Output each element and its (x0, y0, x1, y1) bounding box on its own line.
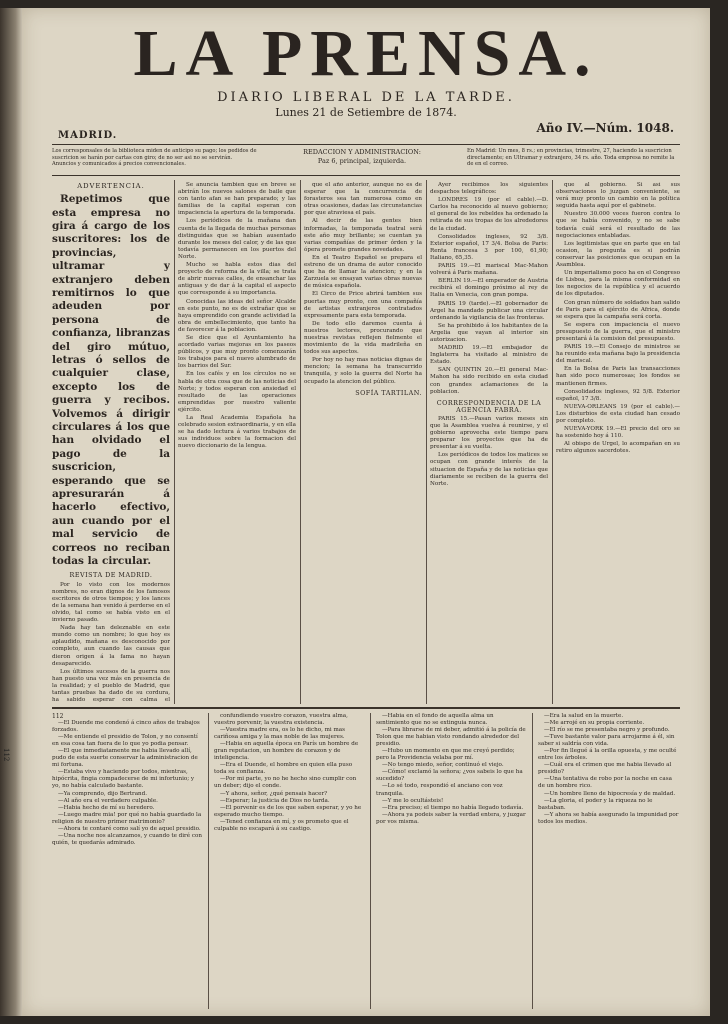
feuilleton-line: —Me entiende el presidio de Tolon, y no consentí en esa cosa tan fuera de lo que yo podia pensar. (52, 734, 198, 748)
column-divider (552, 180, 553, 704)
feuilleton-divider (370, 713, 371, 1009)
book-binding (0, 8, 22, 1016)
article-paragraph: que al gobierno. Si así sus observaciones lo juzgan conveniente, se verá muy pronto un cambio en la política seguida hasta aquí por el gabinete. (556, 182, 680, 210)
article-paragraph: Los últimos sucesos de la guerra nos han puesto una vez más en presencia de la realidad; y el pueblo de Madrid, que tantas pruebas ha dado de su cordura, ha sabido esperar con calma el (52, 668, 170, 702)
newspaper-title: LA PRENSA. (133, 17, 599, 90)
telegram-item: PARIS 19.—El mariscal Mac-Mahon volverá á Paris mañana. (430, 263, 548, 277)
issue-number: Año IV.—Núm. 1048. (536, 121, 674, 135)
feuilleton-line: —Era la salud en la muerte. (544, 713, 624, 719)
top-rule (52, 144, 680, 145)
column-5 (556, 182, 680, 702)
column-divider (300, 180, 301, 704)
article-paragraph: Los legitimistas que en parte que en tal ocasion, la pregunta es si podrán conservar las posiciones que ocupan en la Asamblea. (556, 240, 680, 269)
notice-center (267, 148, 457, 174)
notice-left: Los corresponsales de la biblioteca miden de anticipo su pago; los pedidos de suscricion se harán por cartas con giro; de no ser asi no se servirán. Anuncios y comunicados á precios convencionales. (52, 148, 257, 167)
article-paragraph: Los periódicos de todos los matices se ocupan con grande interés de la situacion de España y de las noticias que diariamente se reciben de la guerra del Norte. (430, 452, 548, 487)
feuilleton-column-1 (52, 713, 202, 1009)
feuilleton-line: —Era preciso; el tiempo no había llegado todavía. (382, 804, 524, 811)
feuilleton-column-3 (376, 713, 526, 1009)
article-paragraph: Conocidas las ideas del señor Alcalde en este punto, no es de extrañar que se haya emprendido con grande actividad la obra de embellecimiento, que tanto ha de favorecer á la poblacion. (178, 298, 296, 333)
telegram-item: PARIS 19 (tarde).—El gobernador de Argel ha mandado publicar una circular ordenando la vigilancia de las fronteras. (430, 300, 548, 321)
article-paragraph: NUEVA-YORK 19.—El precio del oro se ha sostenido hoy á 110. (556, 426, 680, 440)
masthead (22, 18, 710, 119)
feuilleton-line: —Cuál era el crimen que me habia llevado al presidio? (538, 762, 672, 776)
article-paragraph: Nuestro 30.000 voces fueron contra lo que se había convenido, y no se sabe todavía cuál será el resultado de las negociaciones entabladas. (556, 211, 680, 239)
column-4 (430, 182, 548, 702)
feuilleton-line: —Ahora te contaré como salí yo de aquel presidio. (58, 825, 201, 832)
feuilleton-column-2 (214, 713, 364, 1009)
feuilleton-line: —Habia hecho de mí su heredero. (58, 804, 155, 811)
telegram-item: SAN QUINTIN 20.—El general Mac-Mahon ha sido recibido en esta ciudad con grandes aclamaciones de la poblacion. (430, 367, 548, 395)
feuilleton-line: —Y ahora, señor, ¿qué pensais hacer? (220, 790, 328, 797)
feuilleton-line: —Tuve bastante valor para arrojarme á él, sin saber si saldría con vida. (538, 734, 675, 748)
feuilleton-line: —Y ahora se había asegurado la impunidad por todos los medios. (538, 811, 679, 825)
advertencia-heading: ADVERTENCIA. (77, 182, 145, 190)
notices-bar (52, 148, 680, 174)
column-3 (304, 182, 422, 702)
feuilleton-line: —Ya comprendo, dijo Bertrand. (58, 790, 148, 797)
article-paragraph: Por lo visto con los modernos nombres, no eran dignos de los famosos escritores de otros tiempos; y los lances de la semana han venido á perderse en el olvido, tal como se había visto en el invierno pasado. (52, 581, 170, 624)
article-paragraph: Mucho se habla estos dias del proyecto de reforma de la villa; se trata de abrir nuevas calles, de ensanchar las antiguas y de dar á la capital el aspecto que corresponde á su importancia. (178, 262, 296, 297)
telegram-item: MADRID 19.—El embajador de Inglaterra ha visitado al ministro de Estado. (430, 345, 548, 366)
binding-mark: 112 (2, 748, 10, 762)
column-2 (178, 182, 296, 702)
feuilleton-line: —Por fin llegué á la orilla opuesta, y me oculté entre los árboles. (538, 748, 677, 762)
feuilleton-line: —El río se me presentaba negro y profundo. (544, 727, 670, 734)
notice-right: En Madrid: Un mes, 8 rs.; en provincias, trimestre, 27, haciendo la suscricion directamente; en Ultramar y extranjero, 34 rs. año. Toda empresa no remite la de en el correo. (467, 148, 675, 167)
article-paragraph: PARIS 15.—Pasan varios meses sin que la Asamblea vuelva á reunirse, y el gobierno aprovecha este tiempo para preparar los proyectos que ha de presentar á su vuelta. (430, 415, 548, 451)
feuilleton-line: —Para librarse de mi deber, admitió á la policía de Tolon que me habian visto rondando alrededor del presidio. (376, 727, 526, 748)
feuilleton-line: —Habia en aquella época en París un hombre de gran reputacion, un hombre de corazon y de inteligencia. (214, 741, 359, 762)
feuilleton-line: —Ahora ya podeis saber la verdad entera, y juzgar por vos misma. (376, 811, 526, 825)
article-paragraph: La Real Academia Española ha celebrado sesion extraordinaria, y en ella se ha dado lectura á varios trabajos de sus individuos sobre la formacion del nuevo diccionario de la lengua. (178, 415, 296, 450)
feuilleton-line: —Esperar; la justicia de Dios no tarda. (220, 797, 330, 804)
article-paragraph: El Circo de Price abrirá tambien sus puertas muy pronto, con una compañía de artistas extranjeros contratados expresamente para esta temporada. (304, 291, 422, 319)
feuilleton-line: —El porvenir es de los que saben esperar, y yo he esperado mucho tiempo. (214, 804, 362, 818)
column-1 (52, 182, 170, 702)
newspaper-page (22, 8, 710, 1016)
telegram-item: Se ha prohibido á los habitantes de la Argelia que vayan al interior sin autorizacion. (430, 322, 548, 343)
article-paragraph: En el Teatro Español se prepara el estreno de un drama de autor conocido que ha de llamar la atencion; y en la Zarzuela se ensayan varias obras nuevas de música española. (304, 254, 422, 290)
telegram-item: BERLIN 19.—El emperador de Austria recibirá el domingo próximo al rey de Italia en Venecia, con gran pompa. (430, 278, 548, 299)
article-paragraph: que el año anterior, aunque no es de esperar que la concurrencia de forasteros sea tan numerosa como en otras ocasiones, dadas las circunstancias por que atraviesa el país. (304, 182, 422, 217)
feuilleton-line: —El Duende me condenó á cinco años de trabajos forzados. (52, 720, 200, 734)
article-paragraph: De todo ello daremos cuenta á nuestros lectores, procurando que nuestras revistas reflejen fielmente el movimiento de la vida madrileña en todos sus aspectos. (304, 320, 422, 356)
article-paragraph: Con gran número de soldados han salido de Paris para el ejército de Africa, donde se espera que la campaña será corta. (556, 299, 680, 320)
article-paragraph: En la Bolsa de Paris las transacciones han sido poco numerosas; los fondos se mantienen firmes. (556, 366, 680, 387)
feuilleton-divider (208, 713, 209, 1009)
feuilleton-line: —Al año era el verdadero culpable. (58, 797, 158, 804)
article-signature: SOFÍA TARTILAN. (355, 388, 422, 397)
revista-heading: REVISTA DE MADRID. (69, 571, 153, 580)
column-divider (426, 180, 427, 704)
article-paragraph: Se anuncia tambien que en breve se abrirán los nuevos salones de baile que con tanto afan se han preparado; y las familias de la capital esperan con impaciencia la apertura de la temporada. (178, 182, 296, 217)
advertencia-text: Repetimos que esta empresa no gira á cargo de los suscritores: los de provincias, ultramar y extranjero deben remitirnos lo que adeuden por persona de confianza, libranzas del giro mútuo, letras ó sellos de cualquier clase, excepto los de guerra y recibos. Volvemos á dirigir circulares á los que han olvidado el pago de la suscricion, esperando que se apresurarán á hacerlo efectivo, aun cuando por el mal servicio de correos no reciban todas la circular. (52, 193, 170, 568)
feuilleton-line: —Lo sé todo, respondió el anciano con voz tranquila. (376, 783, 503, 797)
feuilleton-line: —Una tentativa de robo por la noche en casa de un hombre rico. (538, 776, 672, 790)
feuilleton-column-4 (538, 713, 680, 1009)
article-paragraph: NUEVA-ORLEANS 19 (por el cable).—Los disturbios de esta ciudad han cesado por completo. (556, 403, 680, 424)
feuilleton-line: —Un hombre lleno de hipocresía y de maldad. (544, 790, 676, 797)
notices-bottom-rule (52, 175, 680, 176)
article-paragraph: Por hoy no hay mas noticias dignas de mencion; la semana ha transcurrido tranquila, y solo la guerra del Norte ha ocupado la atencion del público. (304, 357, 422, 385)
editorial-office-address: Paz 6, principal, izquierda. (317, 157, 407, 165)
column-divider (174, 180, 175, 704)
newspaper-subtitle: DIARIO LIBERAL DE LA TARDE. (217, 90, 515, 105)
article-paragraph: Los periódicos de la mañana dan cuenta de la llegada de muchas personas distinguidas que se habían ausentado durante los meses del calor, y de las que todavía permanecen en los puertos del Norte. (178, 218, 296, 260)
feuilleton-line: —El que inmediatamente me habia llevado allí, pudo de esta suerte conservar la administracion de mi fortuna. (52, 748, 198, 769)
feuilleton-line: —Por mi parte, yo no he hecho sino cumplir con un deber; dijo el conde. (214, 776, 357, 790)
article-paragraph: Al obispo de Urgel, lo acompañan en su retiro algunos sacerdotes. (556, 441, 680, 455)
article-paragraph: Consolidados ingleses, 92 5/8. Exterior español, 17 3/8. (556, 388, 680, 402)
feuilleton-line: —Hubo un momento en que me creyó perdido; pero la Providencia velaba por mí. (376, 748, 515, 762)
feuilleton-rule (52, 707, 680, 709)
feuilleton-line: —Cómo! exclamó la señora; ¿vos sabeis lo que ha sucedido? (376, 769, 523, 783)
feuilleton-line: —Tened confianza en mí, y os prometo que el culpable no escapará á su castigo. (214, 818, 349, 832)
article-paragraph: Se dice que el Ayuntamiento ha acordado varias mejoras en los paseos públicos, y que muy pronto comenzarán los trabajos para el nuevo alumbrado de los barrios del Sur. (178, 334, 296, 370)
feuilleton-line: —Vuestra madre era, os lo he dicho, mi mas cariñosa amiga y la mas noble de las mujeres. (214, 727, 346, 741)
feuilleton-line: —Era el Duende, el hombre en quien ella puso toda su confianza. (214, 762, 353, 776)
feuilleton-line: —La gloria, el poder y la riqueza no le bastaban. (538, 797, 653, 811)
feuilleton-line: —Y me lo ocultásteis! (382, 797, 444, 804)
telegram-intro: Ayer recibimos los siguientes despachos telegráficos: (430, 182, 548, 196)
article-paragraph: Nada hay tan deleznable en este mundo como un nombre; lo que hoy es aplaudido, mañana es desconocido por completo, aun cuando las causas que dieron origen á la fama no hayan desaparecido. (52, 625, 170, 667)
feuilleton-line: —Una noche nos alcanzamos, y cuando te diré con quién, te quedarás admirado. (52, 832, 202, 846)
feuilleton-divider (532, 713, 533, 1009)
telegram-item: Consolidados ingleses, 92 3/8. Exterior español, 17 3/4. Bolsa de Paris: Renta francesa 3 por 100, 61,90; Italiano, 65,35. (430, 233, 548, 261)
agency-heading: CORRESPONDENCIA DE LA AGENCIA FABRA. (436, 398, 542, 414)
telegram-item: LONDRES 19 (por el cable).—D. Carlos ha reconocido al nuevo gobierno; el general de los rebeldes ha ordenado la retirada de sus tropas de los alrededores de la ciudad. (430, 197, 548, 232)
feuilleton-line: —No tengo miedo, señor, continuó el viejo. (382, 762, 504, 769)
city-label: MADRID. (58, 130, 118, 141)
issue-date: Lunes 21 de Setiembre de 1874. (275, 106, 457, 119)
feuilleton-line: confundiendo vuestro corazon, vuestra alma, vuestro porvenir, la vuestra existencia. (214, 713, 348, 727)
feuilleton-line: —Estaba vivo y haciendo por todos, mientras, hipócrita, fingia compadecerse de mi infortunio; y yo, no había calculado bastante. (52, 769, 195, 790)
feuilleton-number: 112 (52, 713, 64, 720)
feuilleton-line: —Luego madre mia! por qué no había guardado la religion de nuestro primer matrimonio? (52, 811, 202, 825)
article-paragraph: Se espera con impaciencia el nuevo presupuesto de la guerra, que el ministro presentará á la comision del presupuesto. (556, 321, 680, 342)
feuilleton-line: —Me arrojé en su propia corriente. (544, 720, 645, 727)
article-paragraph: Un imperialismo poco ha en el Congreso de Lisboa, para la misma conformidad en los negocios de la república y el acuerdo de los diputados. (556, 270, 680, 298)
feuilleton-line: —Habia en el fondo de aquella alma un sentimiento que no se extinguia nunca. (376, 713, 494, 727)
article-paragraph: En los cafés y en los círculos no se habla de otra cosa que de las noticias del Norte; y todos esperan con ansiedad el resultado de las operaciones emprendidas por nuestro valiente ejército. (178, 371, 296, 413)
editorial-office-label: REDACCION Y ADMINISTRACION: (303, 148, 421, 156)
article-paragraph: PARIS 19.—El Consejo de ministros se ha reunido esta mañana bajo la presidencia del mariscal. (556, 344, 680, 365)
article-paragraph: Al decir de las gentes bien informadas, la temporada teatral será este año muy brillante; se cuentan ya varias compañías de primer órden y la ópera promete grandes novedades. (304, 218, 422, 253)
